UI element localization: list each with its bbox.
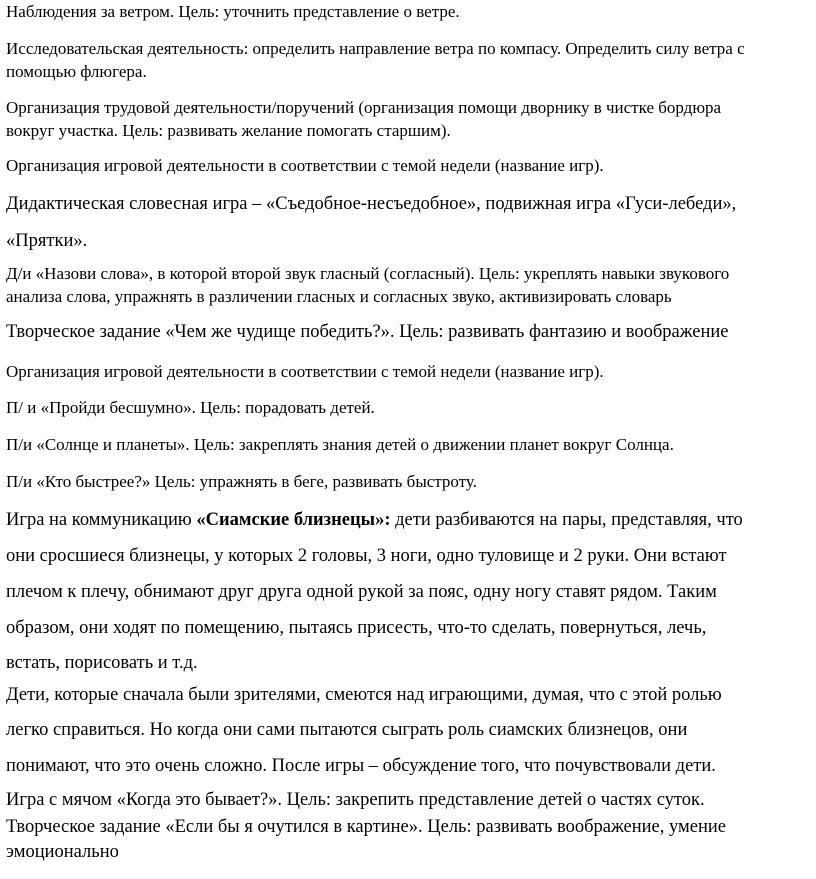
text-line: эмоционально [6, 842, 119, 862]
paragraph-didactic-game [6, 194, 814, 215]
paragraph-research-activity-cont [6, 62, 814, 82]
text-line: Организация трудовой деятельности/поручений (организация помощи дворнику в чистке бордюра [6, 98, 722, 117]
text-line: Организация игровой деятельности в соответствии с темой недели (название игр). [6, 362, 604, 381]
text-line: Творческое задание «Если бы я очутился в картине». Цель: развивать воображение, умение [6, 817, 726, 837]
paragraph-spectators-cont-2 [6, 756, 814, 777]
paragraph-labor-activity [6, 98, 814, 118]
text-line: вокруг участка. Цель: развивать желание помогать старшим). [6, 121, 451, 140]
text-line: встать, порисовать и т.д. [6, 653, 198, 673]
text-line: легко справиться. Но когда они сами пытаются сыграть роль сиамских близнецов, они [6, 720, 688, 740]
paragraph-labor-activity-cont [6, 121, 814, 141]
paragraph-who-faster-game [6, 472, 814, 492]
text-line: Д/и «Назови слова», в которой второй звук гласный (согласный). Цель: укреплять навыки звукового [6, 264, 730, 283]
paragraph-game-activity [6, 156, 814, 176]
text-line: П/ и «Пройди бесшумно». Цель: порадовать детей. [6, 398, 375, 417]
text-line: образом, они ходят по помещению, пытаясь присесть, что-то сделать, повернуться, лечь, [6, 618, 707, 638]
paragraph-didactic-game-cont [6, 231, 814, 252]
paragraph-silent-walk-game [6, 398, 814, 418]
paragraph-name-words-game-cont [6, 287, 814, 307]
paragraph-creative-task-picture-cont [6, 842, 814, 863]
paragraph-siamese-twins-cont-4 [6, 653, 814, 674]
paragraph-creative-task-monster [6, 322, 814, 343]
text-line: анализа слова, упражнять в различении гласных и согласных звуко, активизировать словарь [6, 287, 672, 306]
text-line: помощью флюгера. [6, 62, 147, 81]
text-line: Наблюдения за ветром. Цель: уточнить представление о ветре. [6, 2, 460, 21]
text-line: Игра на коммуникацию [6, 510, 197, 530]
paragraph-siamese-twins-cont-1 [6, 546, 814, 567]
text-line: «Прятки». [6, 231, 88, 251]
paragraph-siamese-twins-game [6, 510, 814, 531]
text-line: дети разбиваются на пары, представляя, что [390, 510, 743, 530]
text-line: П/и «Кто быстрее?» Цель: упражнять в беге, развивать быстроту. [6, 472, 477, 491]
paragraph-ball-game [6, 790, 814, 811]
text-line: плечом к плечу, обнимают друг друга одной рукой за пояс, одну ногу ставят рядом. Таким [6, 582, 717, 602]
paragraph-siamese-twins-cont-3 [6, 618, 814, 639]
text-line: Дидактическая словесная игра – «Съедобное-несъедобное», подвижная игра «Гуси-лебеди», [6, 194, 737, 214]
text-line: понимают, что это очень сложно. После игры – обсуждение того, что почувствовали дети. [6, 756, 716, 776]
game-title-bold: «Сиамские близнецы»: [196, 510, 391, 530]
text-line: Игра с мячом «Когда это бывает?». Цель: закрепить представление детей о частях суток. [6, 790, 705, 810]
text-line: Исследовательская деятельность: определить направление ветра по компасу. Определить силу ветра с [6, 39, 745, 58]
paragraph-siamese-twins-cont-2 [6, 582, 814, 603]
paragraph-wind-observation [6, 2, 814, 22]
text-line: Дети, которые сначала были зрителями, смеются над играющими, думая, что с этой ролью [6, 685, 722, 705]
paragraph-spectators [6, 685, 814, 706]
text-line: П/и «Солнце и планеты». Цель: закреплять знания детей о движении планет вокруг Солнца. [6, 435, 674, 454]
paragraph-name-words-game [6, 264, 814, 284]
text-line: Творческое задание «Чем же чудище победить?». Цель: развивать фантазию и воображение [6, 322, 729, 342]
paragraph-game-activity-2 [6, 362, 814, 382]
paragraph-research-activity [6, 39, 814, 59]
paragraph-sun-planets-game [6, 435, 814, 455]
text-line: Организация игровой деятельности в соответствии с темой недели (название игр). [6, 156, 604, 175]
paragraph-creative-task-picture [6, 817, 814, 838]
text-line: они сросшиеся близнецы, у которых 2 головы, 3 ноги, одно туловище и 2 руки. Они встают [6, 546, 727, 566]
paragraph-spectators-cont-1 [6, 720, 814, 741]
